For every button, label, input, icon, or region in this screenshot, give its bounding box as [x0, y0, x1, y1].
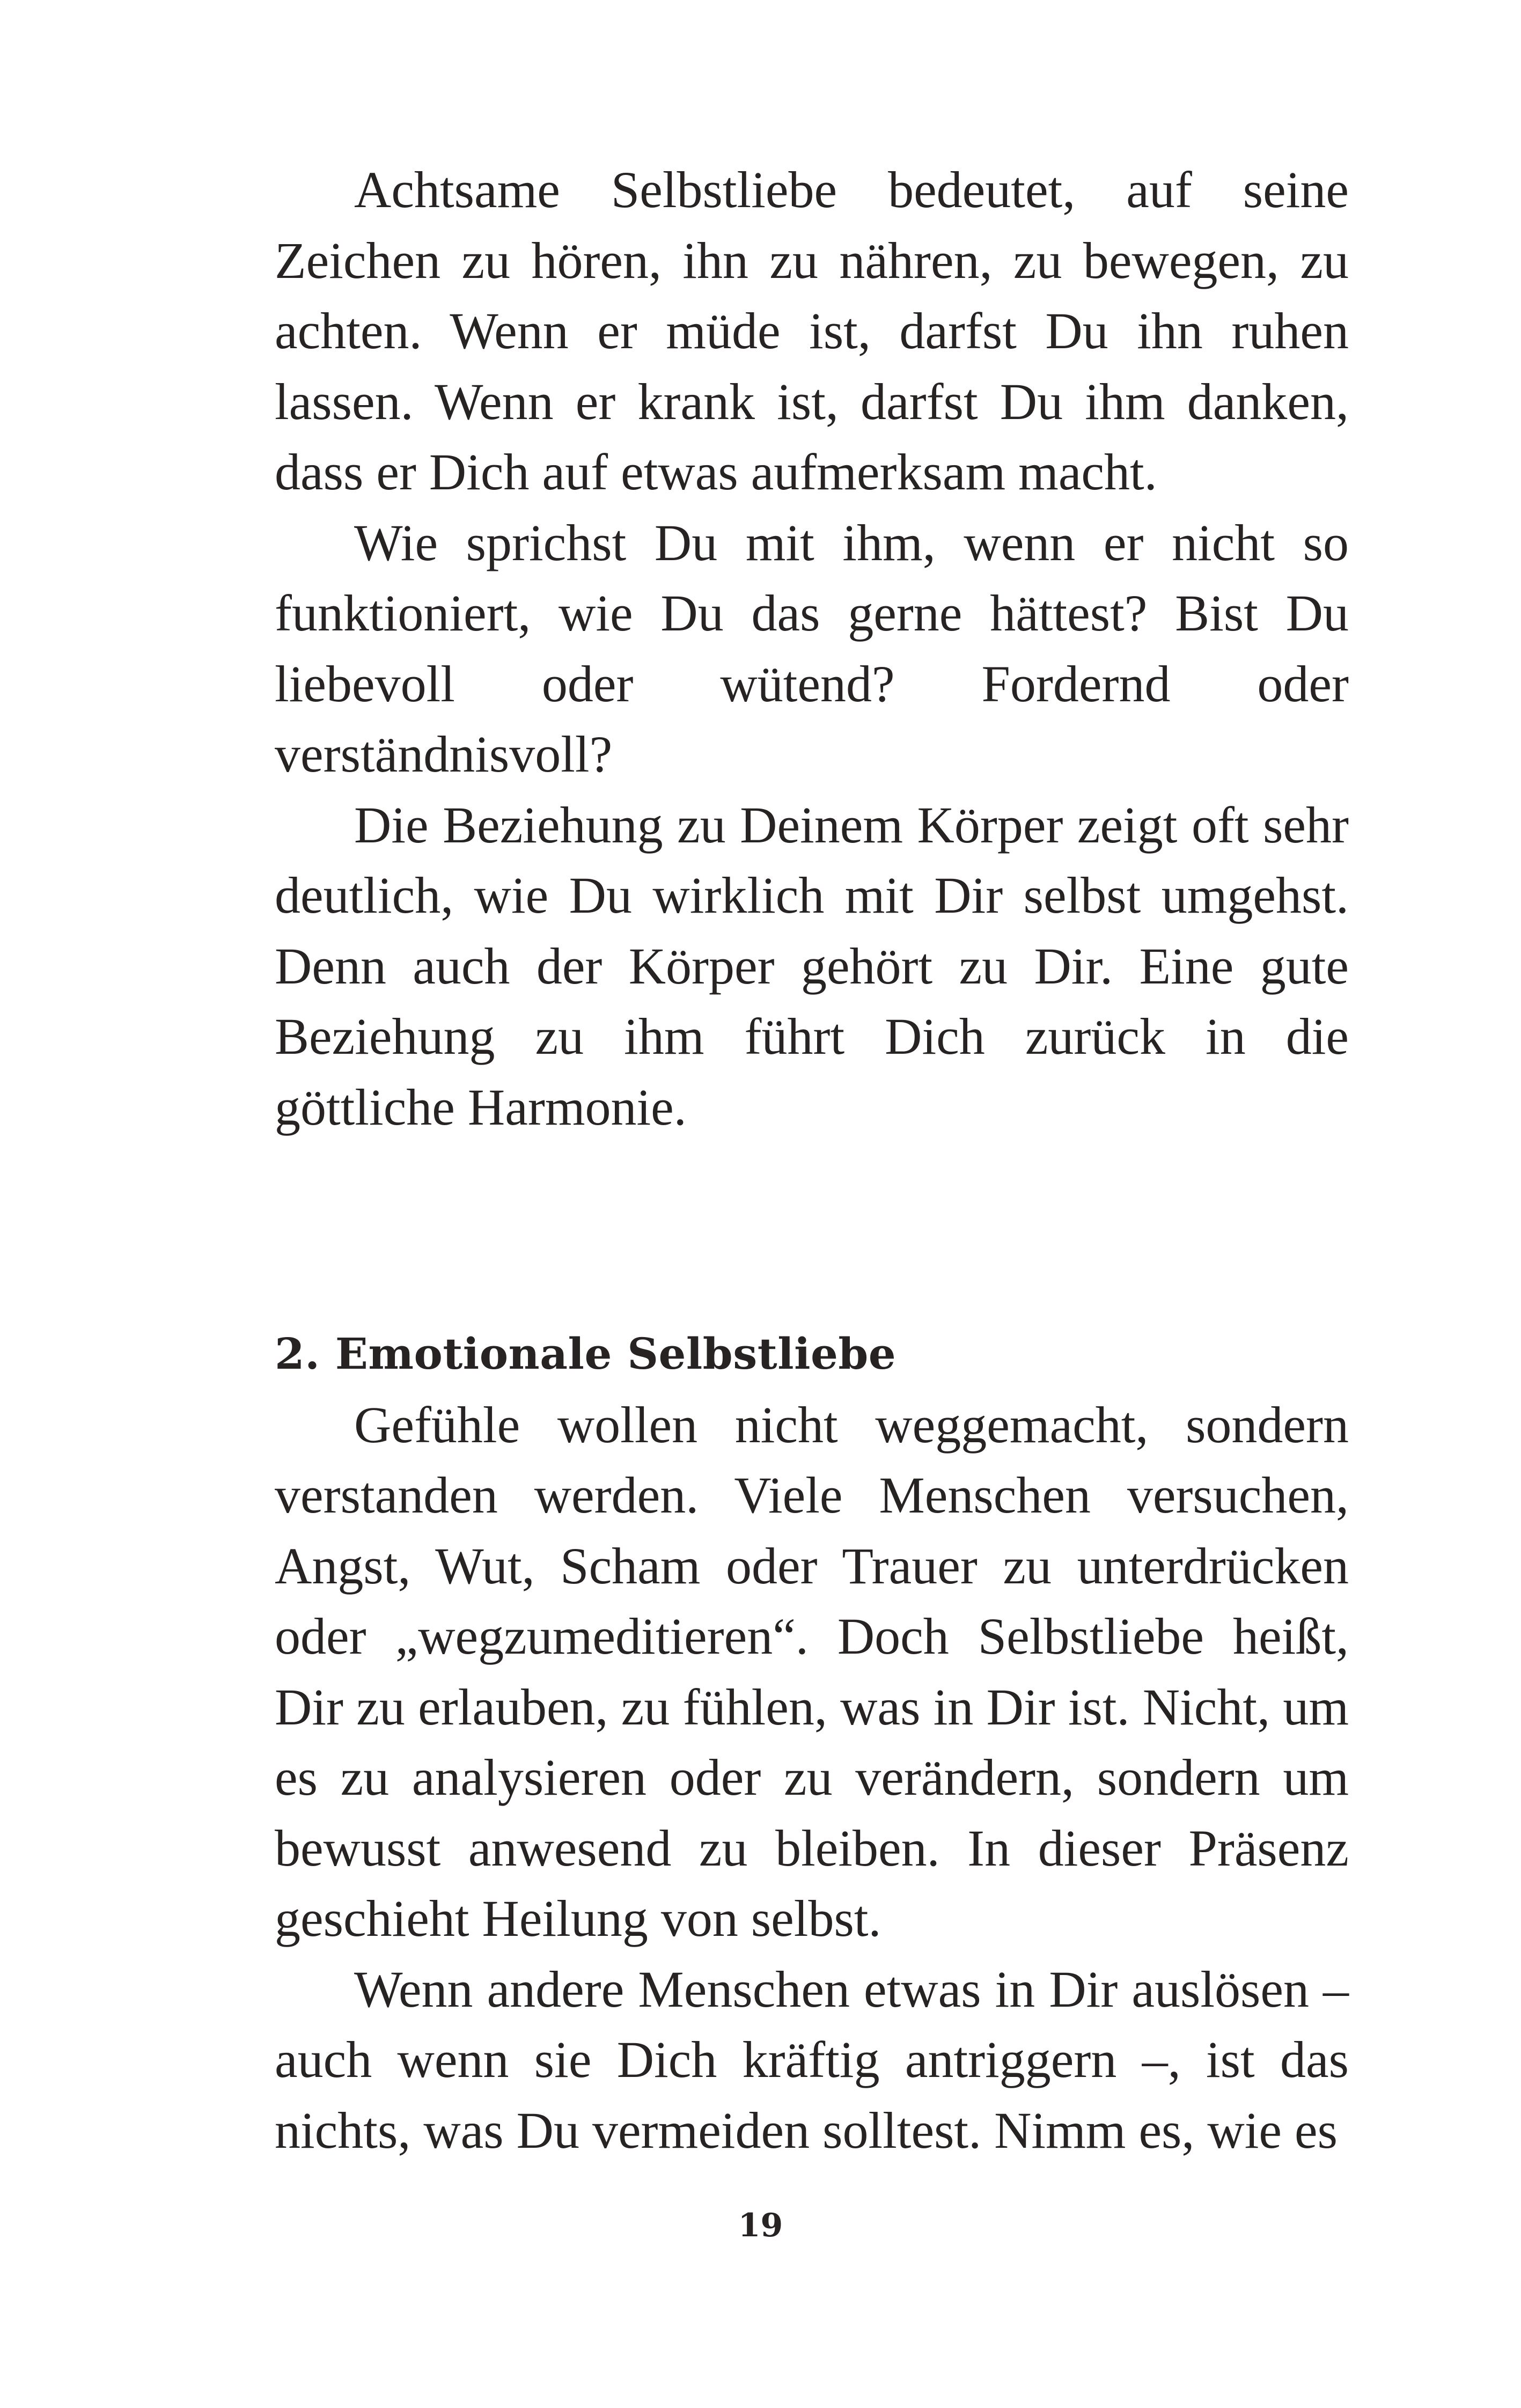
paragraph-body-relationship: Die Beziehung zu Deinem Körper zeigt oft sehr deutlich, wie Du wirklich mit Dir selbst umgehst. Denn auch der Körper gehört zu Dir. Eine gute Beziehung zu ihm führt Dich zurück in die göttliche Harmonie.	[275, 796, 1349, 1136]
page-number: 19	[738, 2207, 783, 2244]
section-heading: 2. Emotionale Selbstliebe	[275, 1328, 897, 1379]
paragraph-body-care: Achtsame Selbstliebe bedeutet, auf seine Zeichen zu hören, ihn zu nähren, zu bewegen, zu achten. Wenn er müde ist, darfst Du ihn ruhen lassen. Wenn er krank ist, darfst Du ihm danken, dass er Dich auf etwas aufmerksam macht.	[275, 161, 1349, 501]
paragraph-triggers: Wenn andere Menschen etwas in Dir auslösen – auch wenn sie Dich kräftig antriggern –, ist das nichts, was Du vermeiden solltest. Nimm es, wie es	[275, 1960, 1349, 2159]
paragraph-feelings: Gefühle wollen nicht weggemacht, sondern verstanden werden. Viele Menschen versuchen, Angst, Wut, Scham oder Trauer zu unterdrücken oder „wegzumeditieren“. Doch Selbstliebe heißt, Dir zu erlauben, zu fühlen, was in Dir ist. Nicht, um es zu analysieren oder zu verändern, sondern um bewusst anwesend zu bleiben. In dieser Präsenz geschieht Heilung von selbst.	[275, 1396, 1349, 1947]
text-column	[275, 155, 1349, 2165]
paragraph-body-dialogue: Wie sprichst Du mit ihm, wenn er nicht so funktioniert, wie Du das gerne hättest? Bist Du liebevoll oder wütend? Fordernd oder verständnisvoll?	[275, 513, 1349, 783]
